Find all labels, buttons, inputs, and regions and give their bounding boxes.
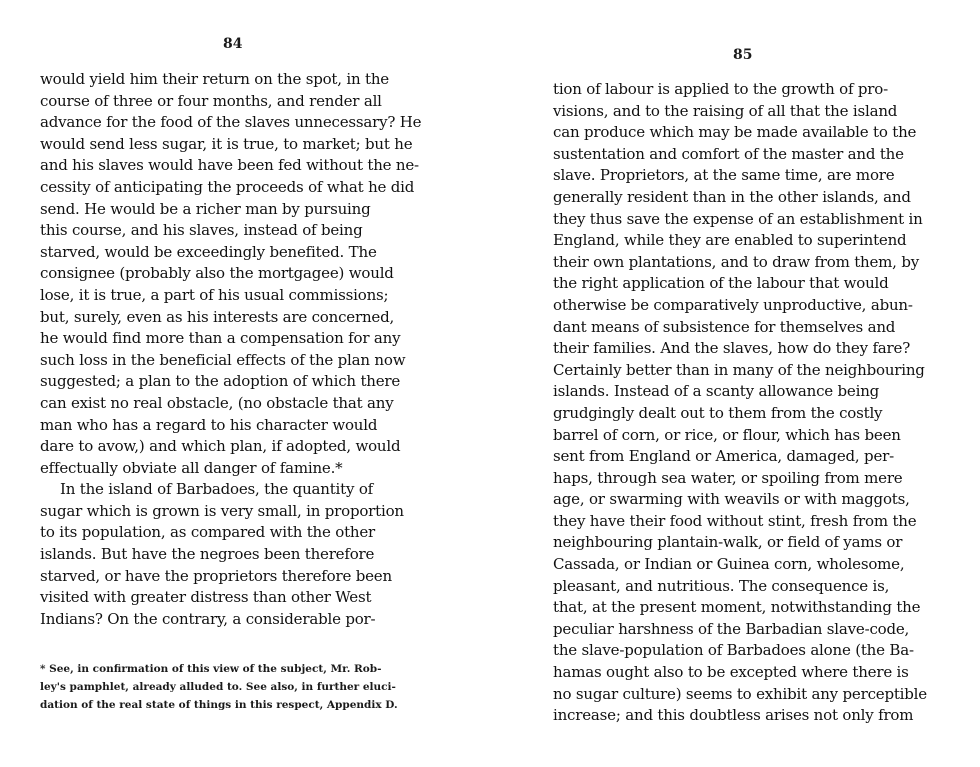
footnote-line: ley's pamphlet, already alluded to. See also, in further eluci- — [40, 681, 396, 693]
text-line: consignee (probably also the mortgagee) would — [40, 264, 394, 283]
text-line: can produce which may be made available to the — [553, 123, 917, 142]
footnote — [40, 660, 425, 714]
text-line: send. He would be a richer man by pursuing — [40, 199, 371, 218]
text-line: pleasant, and nutritious. The consequence is, — [553, 576, 890, 595]
text-line: tion of labour is applied to the growth of pro- — [553, 80, 888, 98]
text-line: no sugar culture) seems to exhibit any perceptible — [553, 684, 927, 703]
right-page — [490, 0, 980, 767]
text-line: lose, it is true, a part of his usual commissions; — [40, 285, 389, 304]
text-line: islands. Instead of a scanty allowance being — [553, 382, 880, 401]
text-line: visited with greater distress than other West — [40, 588, 372, 607]
text-line: dare to avow,) and which plan, if adopted, would — [40, 437, 401, 456]
text-line: Cassada, or Indian or Guinea corn, wholesome, — [553, 555, 905, 574]
text-line: such loss in the beneficial effects of the plan now — [40, 350, 406, 369]
text-line: increase; and this doubtless arises not only from — [553, 706, 914, 725]
text-line: age, or swarming with weavils or with maggots, — [553, 490, 910, 509]
page-number-right: 85 — [733, 47, 753, 63]
text-line: their own plantations, and to draw from them, by — [553, 252, 919, 271]
text-line: otherwise be comparatively unproductive, abun- — [553, 295, 913, 314]
text-line: their families. And the slaves, how do they fare? — [553, 339, 911, 358]
text-line: they have their food without stint, fresh from the — [553, 511, 917, 530]
text-line: sugar which is grown is very small, in proportion — [40, 501, 404, 520]
text-line: and his slaves would have been fed without the ne- — [40, 156, 419, 175]
text-line: slave. Proprietors, at the same time, are more — [553, 166, 895, 185]
text-line: he would find more than a compensation for any — [40, 329, 401, 348]
text-line: can exist no real obstacle, (no obstacle that any — [40, 393, 394, 412]
text-line: dant means of subsistence for themselves and — [553, 317, 896, 336]
text-line: suggested; a plan to the adoption of which there — [40, 372, 401, 391]
text-line: hamas ought also to be excepted where there is — [553, 663, 909, 682]
text-line: Indians? On the contrary, a considerable por- — [40, 609, 376, 628]
footnote-line: * See, in confirmation of this view of the subject, Mr. Rob- — [40, 663, 382, 675]
text-line: man who has a regard to his character would — [40, 415, 378, 434]
text-line: cessity of anticipating the proceeds of what he did — [40, 177, 415, 196]
text-line: islands. But have the negroes been therefore — [40, 545, 375, 564]
text-line: Certainly better than in many of the neighbouring — [553, 360, 925, 379]
text-line: England, while they are enabled to superintend — [553, 231, 907, 250]
text-line: would yield him their return on the spot, in the — [40, 70, 389, 88]
text-line: they thus save the expense of an establishment in — [553, 209, 923, 228]
text-line: effectually obviate all danger of famine.* — [40, 458, 343, 477]
text-line: haps, through sea water, or spoiling from mere — [553, 468, 903, 487]
page-number-left: 84 — [223, 36, 243, 52]
text-line: sustentation and comfort of the master and the — [553, 144, 904, 163]
text-line: In the island of Barbadoes, the quantity of — [60, 480, 374, 499]
text-line: would send less sugar, it is true, to market; but he — [40, 134, 413, 153]
text-line: sent from England or America, damaged, per- — [553, 447, 894, 466]
text-line: to its population, as compared with the other — [40, 523, 376, 542]
text-line: but, surely, even as his interests are concerned, — [40, 307, 395, 326]
left-page-body — [40, 69, 428, 630]
footnote-line: dation of the real state of things in this respect, Appendix D. — [40, 699, 398, 711]
text-line: barrel of corn, or rice, or flour, which has been — [553, 425, 901, 444]
text-line: peculiar harshness of the Barbadian slave-code, — [553, 619, 910, 638]
text-line: this course, and his slaves, instead of being — [40, 221, 363, 240]
text-line: starved, or have the proprietors therefore been — [40, 566, 392, 585]
text-line: generally resident than in the other islands, and — [553, 187, 911, 206]
text-line: starved, would be exceedingly benefited. The — [40, 242, 377, 261]
text-line: grudgingly dealt out to them from the costly — [553, 403, 883, 422]
text-line: the slave-population of Barbadoes alone (the Ba- — [553, 641, 914, 660]
text-line: that, at the present moment, notwithstanding the — [553, 598, 921, 617]
right-page-body — [553, 79, 938, 727]
text-line: visions, and to the raising of all that the island — [553, 101, 898, 120]
text-line: the right application of the labour that would — [553, 274, 889, 293]
text-line: neighbouring plantain-walk, or field of yams or — [553, 533, 903, 552]
text-line: advance for the food of the slaves unnecessary? He — [40, 113, 422, 132]
text-line: course of three or four months, and render all — [40, 91, 382, 110]
